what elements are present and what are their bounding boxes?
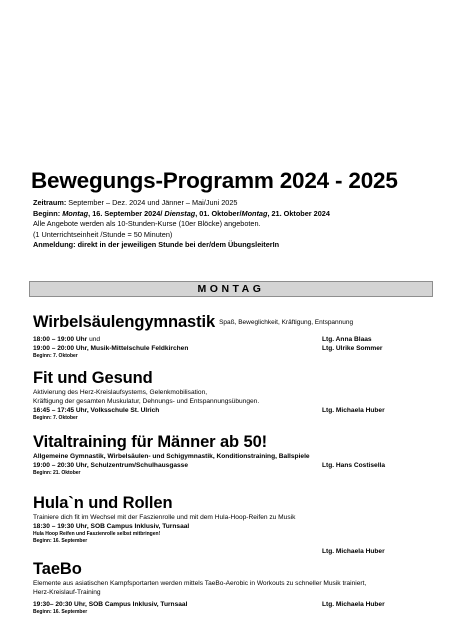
course-description-1: Elemente aus asiatischen Kampfsportarten werden mittels TaeBo-Aerobic in Workouts zu schneller Musik trainiert, — [33, 580, 367, 587]
course-taebo — [33, 559, 433, 616]
course-title-text: Wirbelsäulengymnastik — [33, 313, 216, 331]
zeitraum-label: Zeitraum: — [33, 198, 67, 207]
course-tagline: Spaß, Beweglichkeit, Kräftigung, Entspannung — [219, 319, 354, 326]
course-title: Hula`n und Rollen — [33, 494, 173, 512]
course-wirbelsaeulengymnastik — [33, 312, 433, 360]
course-time-location: 16:45 – 17:45 Uhr, Volksschule St. Ulrich — [33, 406, 160, 414]
course-time-line — [33, 601, 433, 610]
course-time-line-2 — [33, 345, 433, 354]
zeitraum-text: September – Dez. 2024 und Jänner – Mai/Juni 2025 — [68, 198, 238, 207]
course-time-rest: und — [87, 336, 101, 343]
course-note: Hula Hoop Reifen und Faszienrolle selbst mitbringen! — [33, 531, 161, 538]
course-description-1: Trainiere dich fit im Wechsel mit der Faszienrolle und mit dem Hula-Hoop-Reifen zu Musik — [33, 514, 296, 521]
course-start-date: Beginn: 16. September — [33, 609, 88, 616]
course-description-2: Kräftigung der gesamten Muskulatur, Dehnungs- und Entspannungsübungen. — [33, 397, 260, 405]
course-leader: Ltg. Michaela Huber — [322, 600, 385, 608]
beginn-day-1: Montag — [62, 208, 89, 218]
course-start-date: Beginn: 7. Oktober — [33, 415, 78, 422]
course-hulan-und-rollen — [33, 493, 433, 556]
day-header: MONTAG — [29, 281, 433, 297]
course-start-date: Beginn: 16. September — [33, 537, 88, 544]
course-leader: Ltg. Hans Costisella — [322, 461, 386, 469]
course-leader: Ltg. Anna Blaas — [322, 336, 372, 343]
course-leader: Ltg. Michaela Huber — [322, 547, 385, 555]
course-time-line — [33, 407, 433, 416]
course-time-line — [33, 336, 433, 345]
beginn-date-3: , 21. Oktober 2024 — [267, 208, 330, 218]
course-time: 18:00 – 19:00 Uhr — [33, 336, 88, 343]
beginn-day-3: Montag — [241, 208, 268, 218]
course-time-line: 18:30 – 19:30 Uhr, SOB Campus Inklusiv, Turnsaal — [33, 522, 190, 530]
beginn-date-2: , 01. Oktober/ — [195, 208, 242, 218]
intro-line-4: (1 Unterrichtseinheit /Stunde = 50 Minuten) — [33, 229, 173, 239]
course-title: TaeBo — [33, 560, 82, 578]
course-title: Fit und Gesund — [33, 369, 153, 387]
beginn-label: Beginn: — [33, 208, 61, 218]
page-title: Bewegungs-Programm 2024 - 2025 — [31, 168, 398, 193]
course-time-line — [33, 462, 433, 471]
course-description-1: Allgemeine Gymnastik, Wirbelsäulen- und Schigymnastik, Konditionstraining, Ballspiele — [33, 453, 310, 460]
course-title: Vitaltraining für Männer ab 50! — [33, 433, 268, 451]
course-time-location: 19:00 – 20:30 Uhr, Schulzentrum/Schulhausgasse — [33, 461, 189, 469]
course-time-location: 19:30– 20:30 Uhr, SOB Campus Inklusiv, Turnsaal — [33, 600, 188, 608]
course-start-date: Beginn: 21. Oktober — [33, 470, 81, 477]
intro-block — [33, 198, 433, 251]
intro-line-3: Alle Angebote werden als 10-Stunden-Kurse (10er Blöcke) angeboten. — [33, 219, 261, 229]
course-leader-2: Ltg. Ulrike Sommer — [322, 344, 383, 352]
course-time-location: 19:00 – 20:00 Uhr, Musik-Mittelschule Feldkirchen — [33, 344, 189, 352]
course-start-date: Beginn: 7. Oktober — [33, 353, 78, 360]
course-description-2: Herz-Kreislauf-Training — [33, 588, 101, 596]
course-leader-line — [33, 548, 433, 557]
intro-zeitraum — [33, 198, 433, 209]
beginn-day-2: Dienstag — [164, 208, 196, 218]
beginn-date-1: , 16. September 2024/ — [88, 208, 163, 218]
intro-anmeldung: Anmeldung: direkt in der jeweiligen Stunde bei der/dem ÜbungsleiterIn — [33, 240, 280, 250]
course-fit-und-gesund — [33, 368, 433, 422]
course-description-1: Aktivierung des Herz-Kreislaufsystems, Gelenkmobilisation, — [33, 389, 208, 396]
intro-beginn — [33, 209, 433, 220]
course-vitaltraining — [33, 432, 433, 477]
course-leader: Ltg. Michaela Huber — [322, 406, 385, 414]
course-title — [33, 312, 433, 333]
